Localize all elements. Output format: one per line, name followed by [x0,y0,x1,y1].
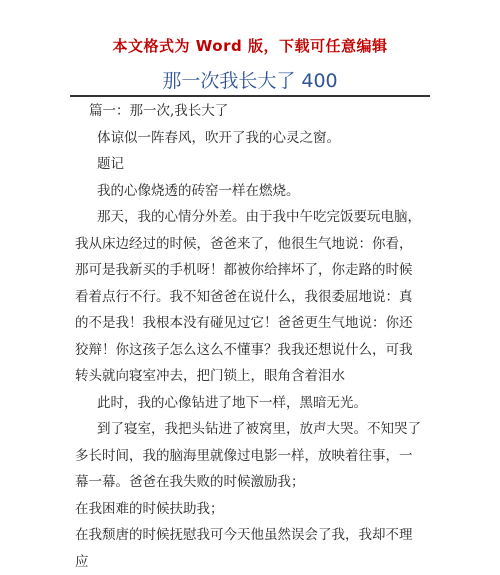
document-body [75,98,430,575]
paragraph-line: 转头就向寝室冲去，把门锁上，眼角含着泪水 [75,363,430,390]
paragraph-line: 那天，我的心情分外差。由于我中午吃完饭要玩电脑， [75,204,430,231]
paragraph-line: 我从床边经过的时候，爸爸来了，他很生气地说：你看， [75,231,430,258]
paragraph-line: 幕一幕。爸爸在我失败的时候激励我； [75,469,430,496]
document-title: 那一次我长大了 400 [0,66,500,93]
paragraph-line: 我的心像烧透的砖窑一样在燃烧。 [75,178,430,205]
paragraph-line: 的不是我！我根本没有碰见过它！爸爸更生气地说：你还 [75,310,430,337]
paragraph-line: 在我颓唐的时候抚慰我可今天他虽然误会了我，我却不理 [75,522,430,549]
paragraph-line: 在我困难的时候扶助我； [75,496,430,523]
paragraph-line: 看着点行不行。我不知爸爸在说什么，我很委屈地说：真 [75,284,430,311]
paragraph-line: 那可是我新买的手机呀！都被你给摔坏了，你走路的时候 [75,257,430,284]
paragraph-line: 狡辩！你这孩子怎么这么不懂事？我我还想说什么，可我 [75,337,430,364]
title-divider [70,95,430,97]
paragraph-line: 此时，我的心像钻进了地下一样，黑暗无光。 [75,390,430,417]
paragraph-line: 体谅似一阵春风，吹开了我的心灵之窗。 [75,125,430,152]
paragraph-line: 多长时间，我的脑海里就像过电影一样，放映着往事，一 [75,443,430,470]
paragraph-line: 到了寝室，我把头钻进了被窝里，放声大哭。不知哭了 [75,416,430,443]
paragraph-line: 应 [75,549,430,575]
download-banner: 本文格式为 Word 版，下载可任意编辑 [0,35,500,56]
section-heading: 篇一：那一次,我长大了 [75,98,430,125]
epigraph-label: 题记 [75,151,430,178]
